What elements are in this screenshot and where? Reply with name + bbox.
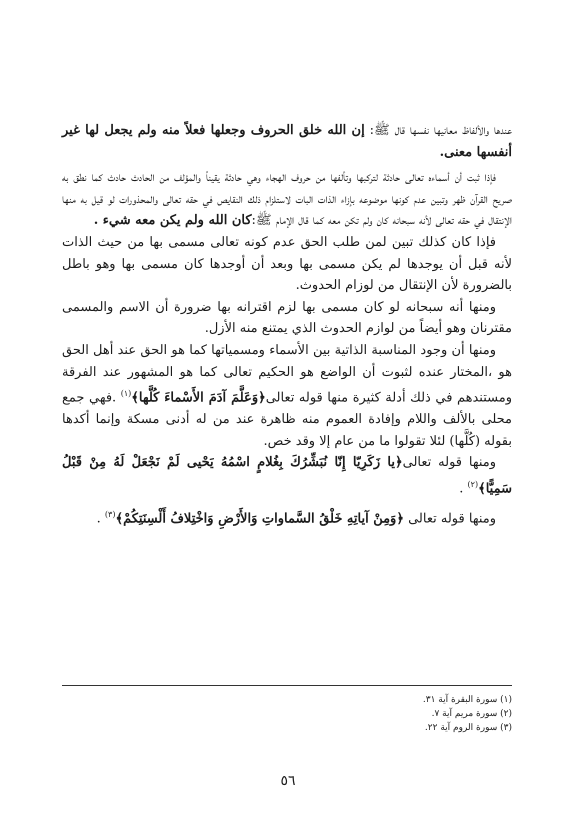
- hadith-quote: إن الله خلق الحروف وجعلها فعلاً منه ولم يجعل لها غير أنفسها معنى.: [62, 123, 512, 160]
- paragraph-3: [62, 232, 512, 297]
- footnote-divider: [62, 685, 512, 686]
- paragraph-2: [62, 167, 512, 232]
- paragraph-4: [62, 297, 512, 340]
- quran-verse: ﴿يا زَكَرِيّا إِنّا نُبَشِّرُكَ بِغُلامٍ اسْمُهُ يَحْيى لَمْ نَجْعَلْ لَهُ مِنْ قَبْلُ سَمِيًّا﴾: [62, 455, 512, 497]
- paragraph-text: عندها والألفاظ معانيها نفسها قال ﷺ:: [364, 123, 512, 138]
- footnote-3: (٣) سورة الروم آية ٢٢.: [424, 723, 512, 733]
- hadith-quote: كان الله ولم يكن معه شيء .: [93, 213, 252, 229]
- paragraph-5: [62, 340, 512, 452]
- paragraph-text: ومنها أنه سبحانه لو كان مسمى بها لزم اقترانه بها ضرورة أن الاسم والمسمى مقترنان وهو أيضاً من لوازم الحدوث الذي يمتنع منه الأزل.: [62, 299, 512, 337]
- paragraph-text: فإذا ثبت أن أسماءه تعالى حادثة لتركبها وتألفها من حروف الهجاء وهي حادثة يقيناً والمؤلف من الحادث حادث كما نطق به صريح القرآن ظهر وتبين عدم كونها موضوعه بإزاء الذات البات لاستلزام ذلك النقايص في حقه تعالى والمحذورات لو قيل به منها الإنتقال في حقه تعالى لأنه سبحانه كان ولم تكن معه كما قال الإمام ﷺ:: [62, 170, 512, 229]
- footnote-marker: (١): [120, 389, 132, 399]
- paragraph-1: [62, 120, 512, 163]
- paragraph-6: [62, 452, 512, 500]
- paragraph-text: .: [96, 511, 105, 527]
- quran-verse: ﴿وَمِنْ آياتِهِ خَلْقُ السَّماواتِ وَالأَرْضِ وَاخْتِلافُ أَلْسِنَتِكُمْ﴾: [115, 511, 404, 527]
- quran-verse: ﴿وَعَلَّمَ آدَمَ الأَسْماءَ كُلَّها﴾: [131, 390, 266, 406]
- paragraph-text: ومنها أن وجود المناسبة الذاتية بين الأسماء ومسمياتها كما هو الحق عند أهل الحق هو ،المختار عنده لثبوت أن الواضع هو الحكيم تعالى كما هو المشهور عند الفرقة ومستندهم في ذلك أدلة كثيرة منها قوله تعالى: [62, 342, 512, 406]
- paragraph-text: ومنها قوله تعالى: [403, 511, 496, 527]
- paragraph-text: .: [459, 481, 468, 497]
- page-number: ٥٦: [280, 773, 296, 789]
- paragraph-text: .فهي جمع محلى بالألف واللام وإفادة العموم منه ظاهرة عند من له أدنى مسكة وإنما أكدها بقوله (كُلَّها) لئلا تقولوا ما من عام إلا وقد خص.: [62, 390, 512, 449]
- footnote-2: (٢) سورة مريم آية ٧.: [431, 709, 512, 719]
- footnote-marker: (٢): [467, 479, 479, 489]
- paragraph-text: فإذا كان كذلك تبين لمن طلب الحق عدم كونه تعالى مسمى بها من حيث الذات لأنه قبل أن يوجدها لم يكن مسمى بها وبعد أن أوجدها كان مسمى بها وهو باطل بالضرورة لأن الإنتقال من لوزام الحدوث.: [62, 234, 512, 294]
- footnotes: [62, 693, 512, 735]
- paragraph-text: ومنها قوله تعالى: [402, 455, 496, 471]
- paragraph-7: [62, 504, 512, 530]
- footnote-1: (١) سورة البقرة آية ٣١.: [422, 695, 512, 705]
- page-body: [62, 120, 512, 530]
- footnote-marker: (٣): [104, 509, 116, 519]
